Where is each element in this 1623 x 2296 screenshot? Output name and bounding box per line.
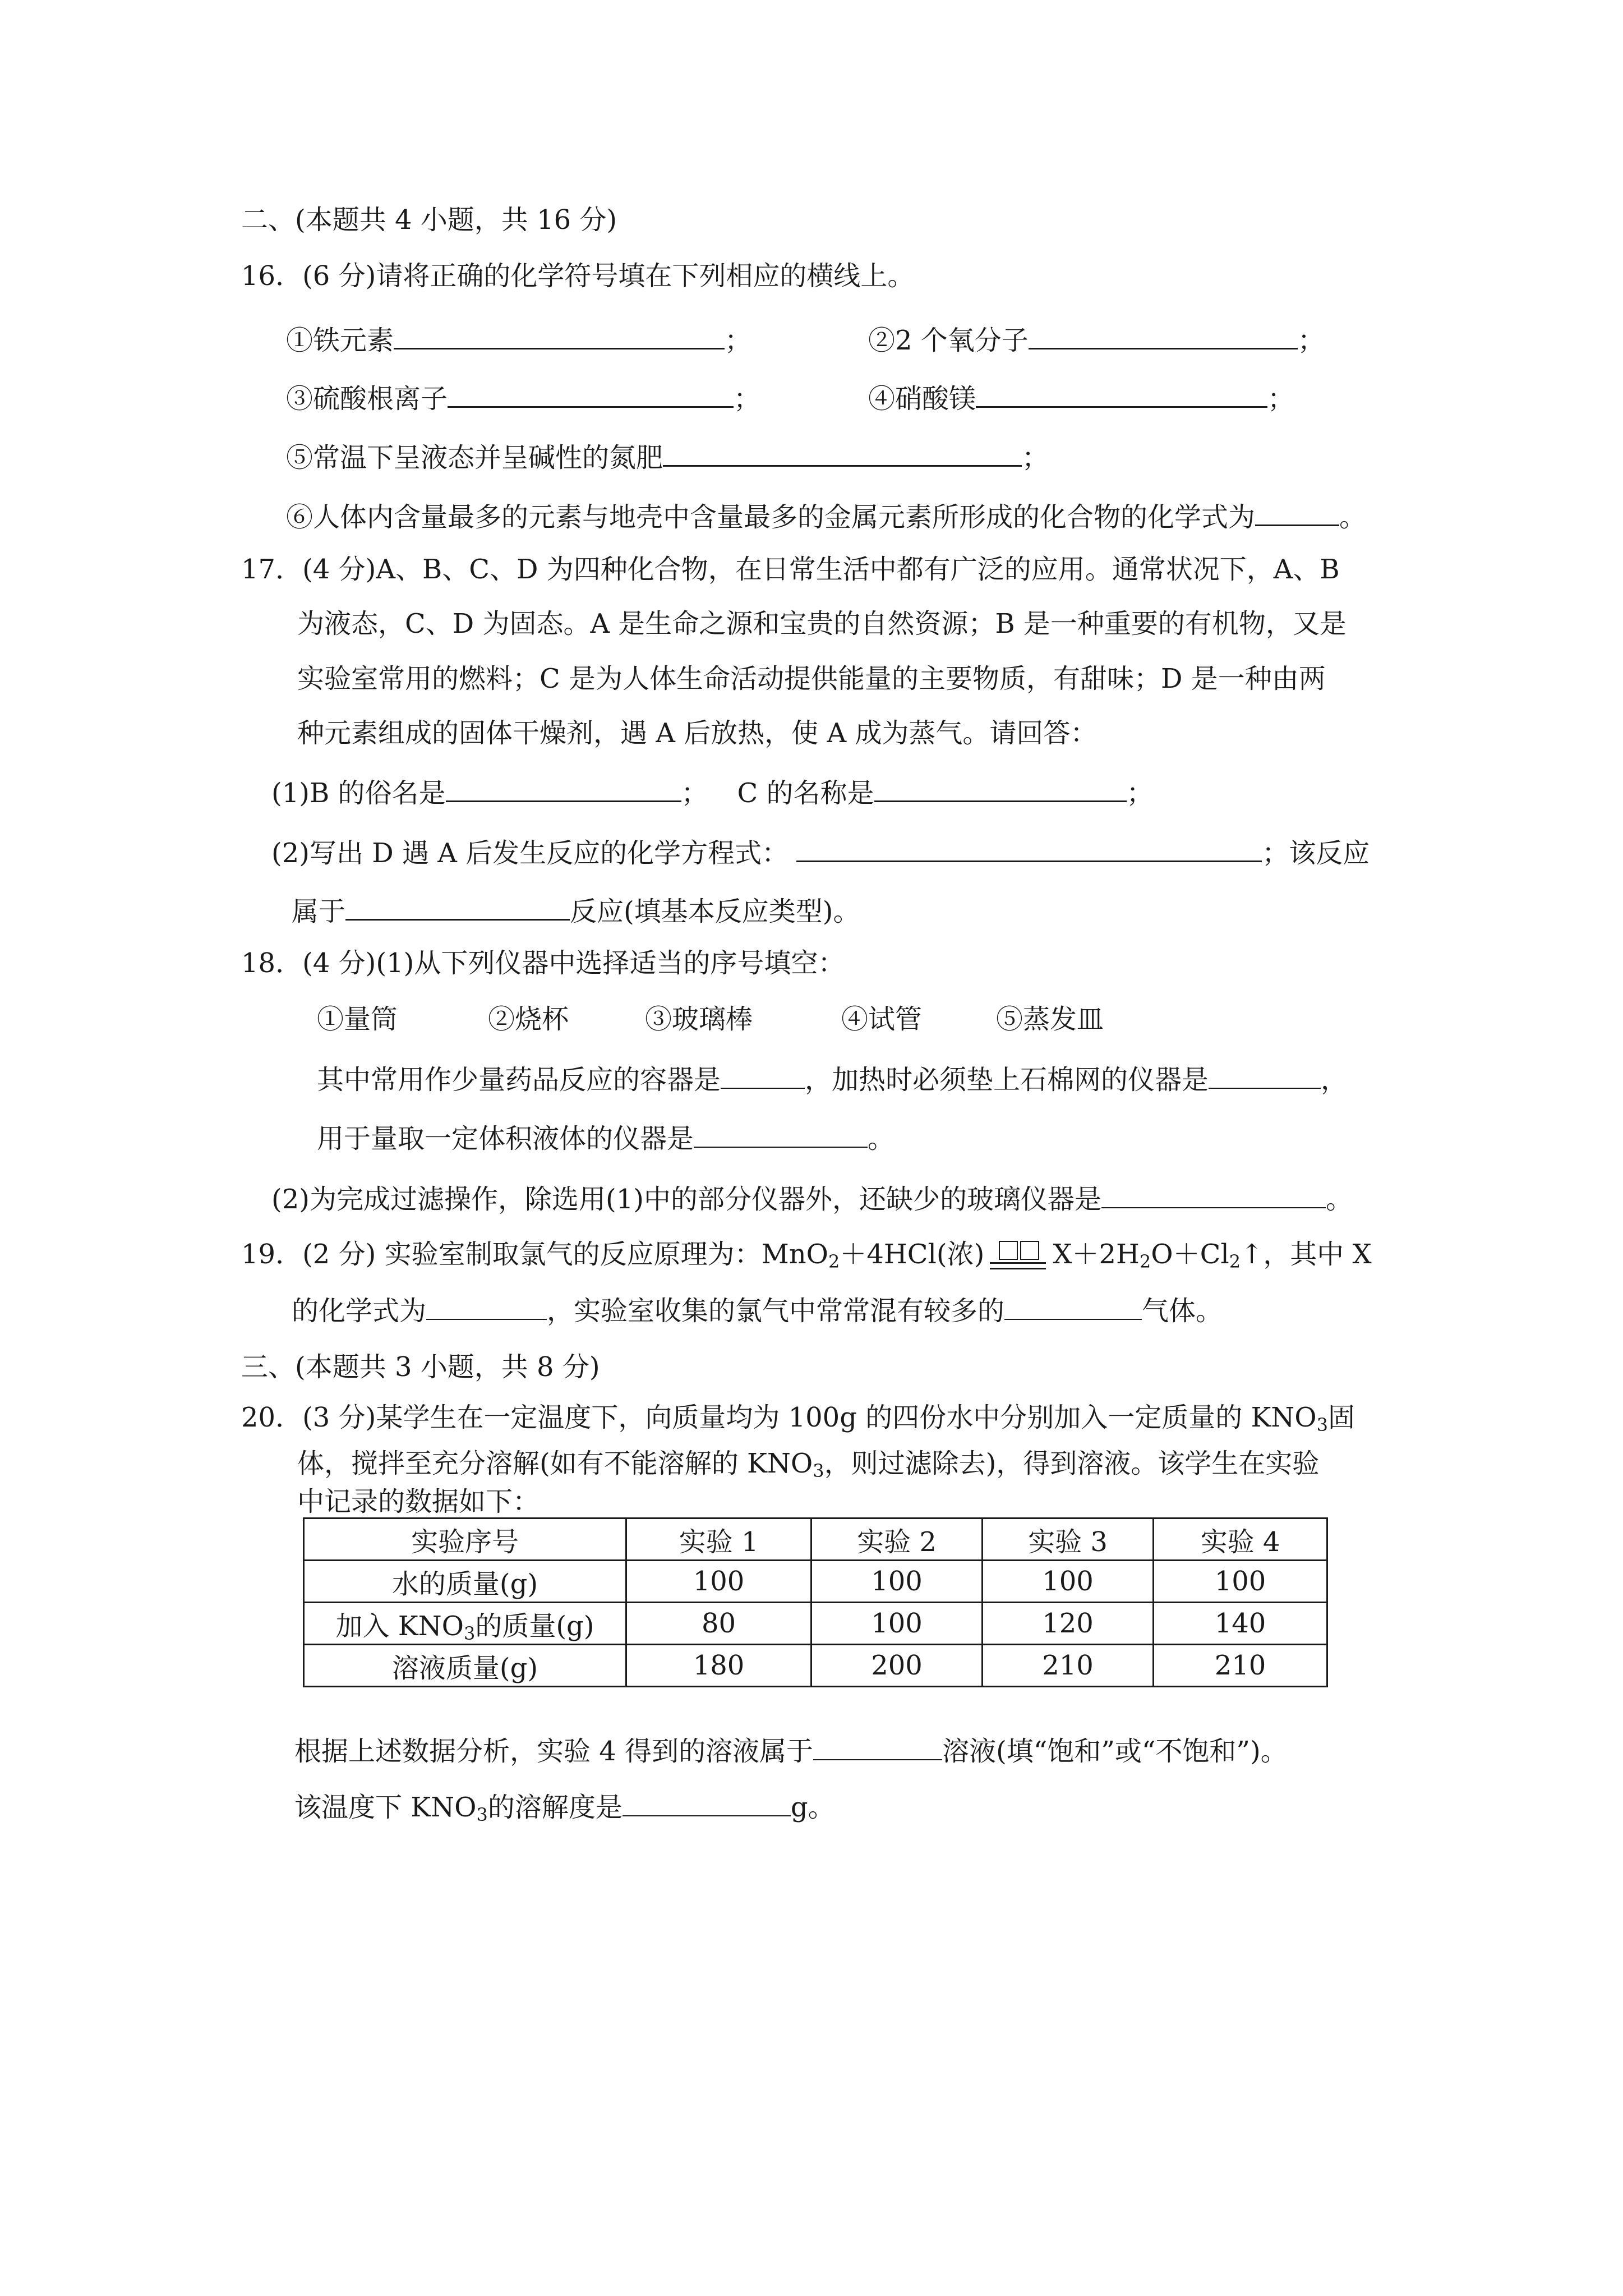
q17-line-3: 实验室常用的燃料；C 是为人体生命活动提供能量的主要物质，有甜味；D 是一种由两 bbox=[297, 663, 1326, 694]
table-cell: 210 bbox=[1154, 1645, 1327, 1687]
q20-l1-a: 20．(3 分)某学生在一定温度下，向质量均为 100g 的四份水中分别加入一定质量的 KNO bbox=[241, 1402, 1317, 1433]
q18-l5-a: (2)为完成过滤操作，除选用(1)中的部分仪器外，还缺少的玻璃仪器是 bbox=[271, 1184, 1101, 1215]
q17-p3-label: 属于 bbox=[292, 896, 346, 927]
table-row-label-sub: 3 bbox=[463, 1622, 476, 1644]
q20-l4-a: 根据上述数据分析，实验 4 得到的溶液属于 bbox=[294, 1736, 814, 1767]
q17-line-2: 为液态，C、D 为固态。A 是生命之源和宝贵的自然资源；B 是一种重要的有机物，又是 bbox=[297, 608, 1347, 639]
q16-sep-3: ； bbox=[734, 383, 761, 415]
q20-l5-b: 的溶解度是 bbox=[487, 1792, 623, 1823]
table-cell: 100 bbox=[1154, 1561, 1327, 1603]
q18-line-3 bbox=[317, 1063, 1348, 1097]
q20-l5-a: 该温度下 KNO bbox=[294, 1792, 477, 1823]
q18-line-1: 18．(4 分)(1)从下列仪器中选择适当的序号填空： bbox=[241, 947, 845, 979]
q18-l5-b: 。 bbox=[1326, 1184, 1353, 1215]
q16-sep-2: ； bbox=[1297, 325, 1325, 356]
q19-blank-gas[interactable] bbox=[1004, 1294, 1142, 1320]
q17-p3-tail: 反应(填基本反应类型)。 bbox=[570, 896, 860, 927]
q20-data-table bbox=[303, 1517, 1328, 1687]
q18-blank-filter[interactable] bbox=[1101, 1182, 1326, 1208]
q18-line-5 bbox=[271, 1182, 1353, 1216]
q19-sub-3: 2 bbox=[1229, 1251, 1241, 1272]
q17-p1-label: (1)B 的俗名是 bbox=[271, 777, 446, 809]
section-2-header: 二、(本题共 4 小题，共 16 分) bbox=[241, 204, 617, 236]
q18-option-2: ②烧杯 bbox=[488, 1004, 569, 1035]
q16-item-4-label: ④硝酸镁 bbox=[868, 383, 976, 415]
q16-item-3 bbox=[286, 379, 760, 416]
q17-line-1: 17．(4 分)A、B、C、D 为四种化合物，在日常生活中都有广泛的应用。通常状况下，A、B bbox=[241, 554, 1340, 585]
table-cell: 120 bbox=[983, 1603, 1154, 1645]
reaction-condition-icon bbox=[988, 1241, 1049, 1272]
table-row-label-b: 的质量(g) bbox=[475, 1610, 594, 1642]
q20-blank-saturation[interactable] bbox=[813, 1734, 942, 1760]
q17-part-2 bbox=[271, 834, 1370, 870]
table-cell: 210 bbox=[983, 1645, 1154, 1687]
table-cell: 80 bbox=[626, 1603, 811, 1645]
q17-blank-b-name[interactable] bbox=[446, 774, 681, 802]
q19-sub-1: 2 bbox=[828, 1251, 840, 1272]
q20-l2-a: 体，搅拌至充分溶解(如有不能溶解的 KNO bbox=[297, 1448, 813, 1479]
q16-item-2-label: ②2 个氧分子 bbox=[868, 325, 1029, 356]
q17-p2-tail: ；该反应 bbox=[1262, 838, 1370, 869]
q19-sub-2: 2 bbox=[1139, 1251, 1151, 1272]
q18-l4-a: 用于量取一定体积液体的仪器是 bbox=[317, 1123, 694, 1154]
q17-line-4: 种元素组成的固体干燥剂，遇 A 后放热，使 A 成为蒸气。请回答： bbox=[297, 717, 1098, 749]
q20-l4-b: 溶液(填“饱和”或“不饱和”)。 bbox=[942, 1736, 1288, 1767]
q17-blank-equation[interactable] bbox=[796, 834, 1262, 862]
q18-blank-measure[interactable] bbox=[694, 1122, 868, 1148]
q16-sep-4: ； bbox=[1267, 383, 1295, 415]
table-row-label-a: 加入 KNO bbox=[335, 1610, 464, 1642]
q19-l2-b: ，实验室收集的氯气中常常混有较多的 bbox=[547, 1295, 1005, 1327]
q20-sub-3: 3 bbox=[476, 1804, 488, 1825]
table-header-cell: 实验 4 bbox=[1154, 1519, 1327, 1561]
table-header-cell: 实验 1 bbox=[626, 1519, 811, 1561]
q20-sub-1: 3 bbox=[1316, 1414, 1329, 1435]
q16-blank-3[interactable] bbox=[448, 379, 734, 408]
q16-item-2 bbox=[868, 321, 1325, 357]
q18-option-5: ⑤蒸发皿 bbox=[996, 1004, 1104, 1035]
table-header-cell: 实验 3 bbox=[983, 1519, 1154, 1561]
q20-l1-b: 固 bbox=[1328, 1402, 1355, 1433]
table-row bbox=[304, 1603, 1327, 1645]
q20-line-3: 中记录的数据如下： bbox=[297, 1486, 540, 1517]
table-cell: 100 bbox=[811, 1603, 983, 1645]
table-cell: 100 bbox=[626, 1561, 811, 1603]
q16-blank-6[interactable] bbox=[1255, 498, 1339, 526]
q18-option-1: ①量筒 bbox=[317, 1004, 398, 1035]
q20-line-2 bbox=[297, 1447, 1319, 1480]
q16-item-5-label: ⑤常温下呈液态并呈碱性的氮肥 bbox=[286, 442, 663, 473]
table-cell: 140 bbox=[1154, 1603, 1327, 1645]
q19-l1-d: O＋Cl bbox=[1151, 1239, 1229, 1270]
q18-option-3: ③玻璃棒 bbox=[645, 1004, 753, 1035]
section-3-header: 三、(本题共 3 小题，共 8 分) bbox=[241, 1351, 600, 1383]
q18-l4-b: 。 bbox=[868, 1123, 895, 1154]
q18-blank-container[interactable] bbox=[721, 1063, 805, 1089]
table-cell: 180 bbox=[626, 1645, 811, 1687]
q20-line-5 bbox=[294, 1791, 835, 1824]
q17-sep-2: ； bbox=[1126, 777, 1154, 809]
q20-blank-solubility[interactable] bbox=[623, 1791, 791, 1816]
q16-blank-5[interactable] bbox=[663, 438, 1022, 467]
table-row-label: 水的质量(g) bbox=[304, 1561, 626, 1603]
q19-line-2 bbox=[292, 1294, 1223, 1328]
table-row bbox=[304, 1561, 1327, 1603]
q17-blank-reaction-type[interactable] bbox=[345, 892, 570, 921]
q16-item-3-label: ③硫酸根离子 bbox=[286, 383, 448, 415]
q20-line-4 bbox=[294, 1734, 1288, 1768]
table-cell: 200 bbox=[811, 1645, 983, 1687]
q19-l2-a: 的化学式为 bbox=[292, 1295, 427, 1327]
q17-sep-1: ； bbox=[681, 777, 708, 809]
table-row-label bbox=[304, 1603, 626, 1645]
q16-item-6 bbox=[286, 498, 1366, 534]
q16-sep-1: ； bbox=[725, 325, 752, 356]
q18-line-4 bbox=[317, 1122, 895, 1156]
q16-item-5 bbox=[286, 438, 1049, 475]
table-header-row bbox=[304, 1519, 1327, 1561]
q16-blank-4[interactable] bbox=[976, 379, 1267, 408]
q16-sep-5: ； bbox=[1022, 442, 1049, 473]
q20-sub-2: 3 bbox=[813, 1460, 824, 1481]
table-row bbox=[304, 1645, 1327, 1687]
q19-l2-c: 气体。 bbox=[1142, 1295, 1223, 1327]
table-cell: 100 bbox=[983, 1561, 1154, 1603]
q18-option-4: ④试管 bbox=[841, 1004, 923, 1035]
q18-l3-a: 其中常用作少量药品反应的容器是 bbox=[317, 1064, 721, 1096]
q16-item-1-label: ①铁元素 bbox=[286, 325, 394, 356]
q19-l1-c: X＋2H bbox=[1053, 1239, 1140, 1270]
q16-blank-1[interactable] bbox=[394, 321, 725, 349]
q16-end-6: 。 bbox=[1339, 501, 1367, 533]
q18-blank-asbestos[interactable] bbox=[1209, 1063, 1321, 1089]
q17-p2-label: (2)写出 D 遇 A 后发生反应的化学方程式： bbox=[271, 838, 789, 869]
q16-stem: 16．(6 分)请将正确的化学符号填在下列相应的横线上。 bbox=[241, 260, 915, 292]
table-cell: 100 bbox=[811, 1561, 983, 1603]
q16-item-6-label: ⑥人体内含量最多的元素与地壳中含量最多的金属元素所形成的化合物的化学式为 bbox=[286, 501, 1256, 533]
q20-line-1 bbox=[241, 1401, 1355, 1434]
table-header-cell: 实验序号 bbox=[304, 1519, 626, 1561]
q19-blank-formula[interactable] bbox=[426, 1294, 547, 1320]
q17-blank-c-name[interactable] bbox=[874, 774, 1127, 802]
q19-l1-a: 19．(2 分) 实验室制取氯气的反应原理为：MnO bbox=[241, 1239, 829, 1270]
q20-l5-c: g。 bbox=[790, 1792, 835, 1823]
q18-l3-c: ， bbox=[1321, 1064, 1348, 1096]
q20-l2-b: ，则过滤除去)，得到溶液。该学生在实验 bbox=[824, 1448, 1320, 1479]
table-header-cell: 实验 2 bbox=[811, 1519, 983, 1561]
q16-item-1 bbox=[286, 321, 751, 357]
table-row-label: 溶液质量(g) bbox=[304, 1645, 626, 1687]
q19-line-1 bbox=[241, 1237, 1372, 1272]
q17-part-3 bbox=[292, 892, 860, 928]
q17-part-1 bbox=[271, 774, 1154, 810]
q19-l1-b: ＋4HCl(浓) bbox=[840, 1239, 985, 1270]
q16-item-4 bbox=[868, 379, 1294, 416]
q16-blank-2[interactable] bbox=[1029, 321, 1298, 349]
q19-l1-e: ↑，其中 X bbox=[1241, 1239, 1372, 1270]
q18-l3-b: ，加热时必须垫上石棉网的仪器是 bbox=[805, 1064, 1209, 1096]
q17-p1-label-c: C 的名称是 bbox=[737, 777, 874, 809]
